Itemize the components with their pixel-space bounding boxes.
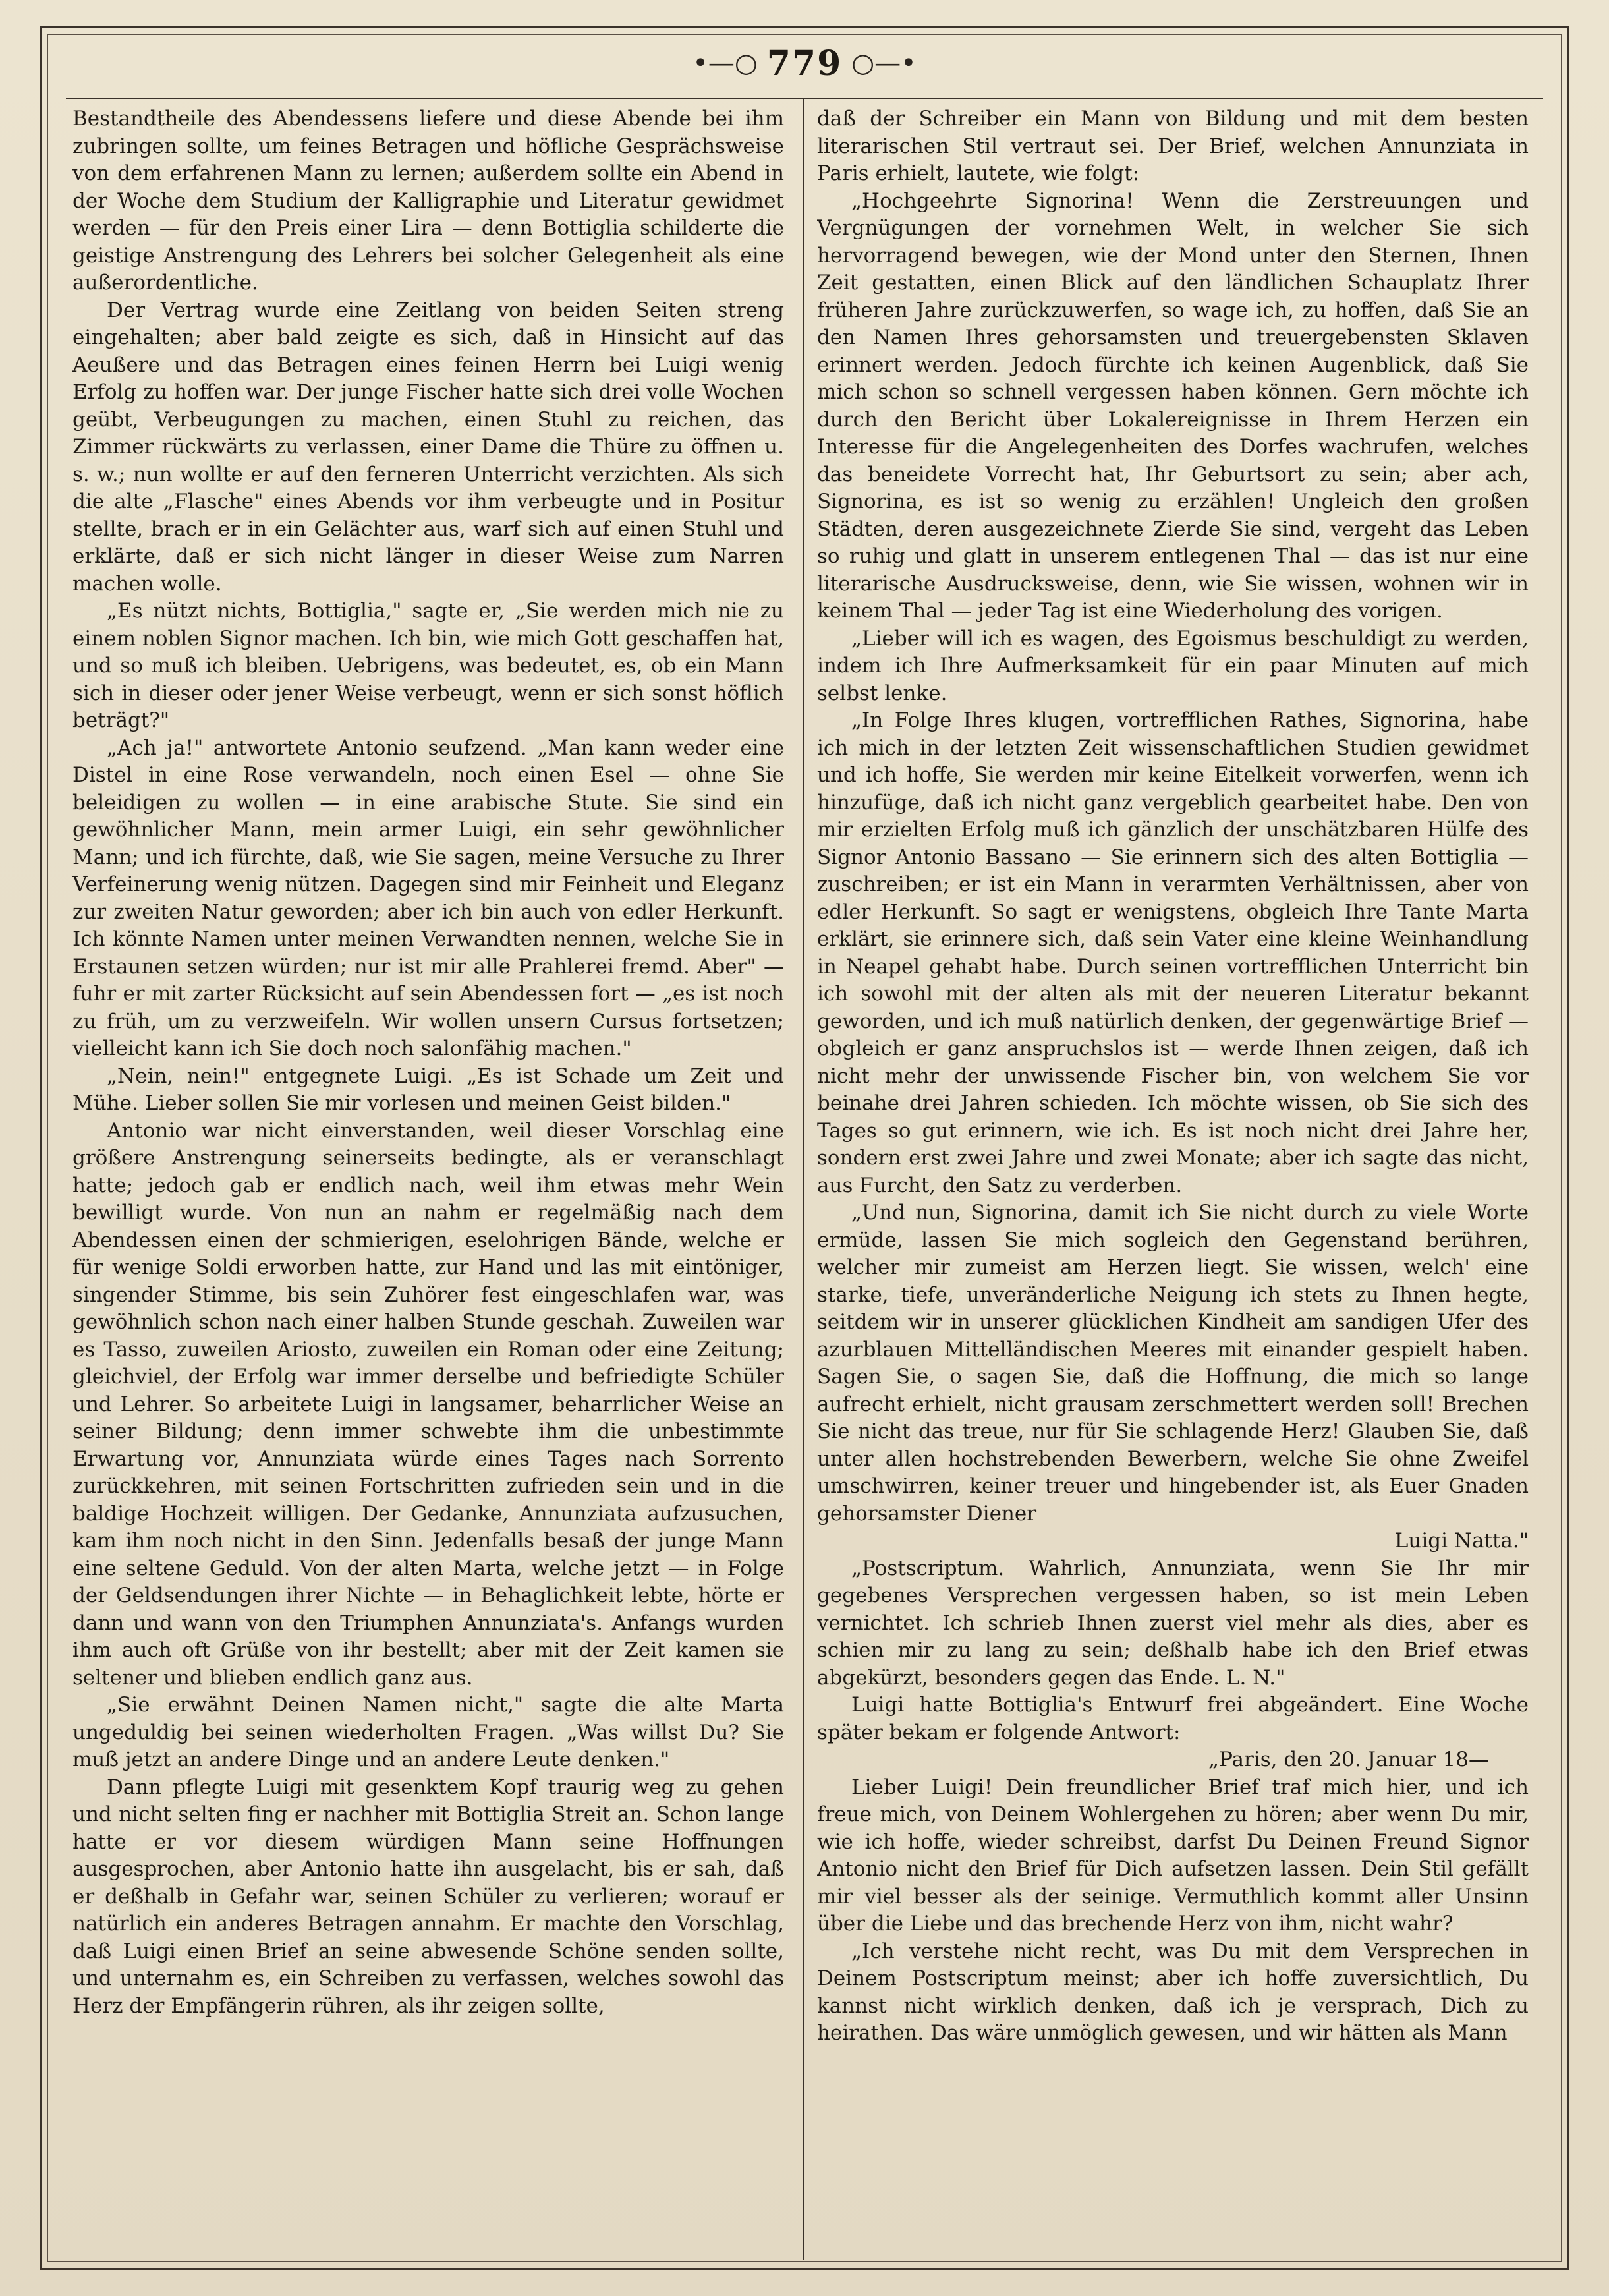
paragraph: Luigi hatte Bottiglia's Entwurf frei abgeändert. Eine Woche später bekam er folgende Antwort:	[817, 1693, 1529, 1744]
paragraph: „Nein, nein!" entgegnete Luigi. „Es ist Schade um Zeit und Mühe. Lieber sollen Sie mir vorlesen und meinen Geist bilden."	[72, 1064, 784, 1115]
paragraph: Dann pflegte Luigi mit gesenktem Kopf traurig weg zu gehen und nicht selten fing er nachher mit Bottiglia Streit an. Schon lange hatte er vor diesem würdigen Mann seine Hoffnungen ausgesprochen, aber Antonio hatte ihn ausgelacht, bis er sah, daß er deßhalb in Gefahr war, seinen Schüler zu verlieren; worauf er natürlich ein anderes Betragen annahm. Er machte den Vorschlag, daß Luigi einen Brief an seine abwesende Schöne senden sollte, und unternahm es, ein Schreiben zu verfassen, welches sowohl das Herz der Empfängerin rühren, als ihr zeigen sollte,	[72, 1775, 784, 2018]
page-header	[0, 43, 1609, 83]
paragraph: „Ach ja!" antwortete Antonio seufzend. „Man kann weder eine Distel in eine Rose verwandeln, noch einen Esel — ohne Sie beleidigen zu wollen — in eine arabische Stute. Sie sind ein gewöhnlicher Mann, mein armer Luigi, ein sehr gewöhnlicher Mann; und ich fürchte, daß, wie Sie sagen, meine Versuche zu Ihrer Verfeinerung wenig nützen. Dagegen sind mir Feinheit und Eleganz zur zweiten Natur geworden; aber ich bin auch von edler Herkunft. Ich könnte Namen unter meinen Verwandten nennen, welche Sie in Erstaunen setzen würden; nur ist mir alle Prahlerei fremd. Aber" — fuhr er mit zarter Rücksicht auf sein Abendessen fort — „es ist noch zu früh, um zu verzweifeln. Wir wollen unsern Cursus fortsetzen; vielleicht kann ich Sie doch noch salonfähig machen."	[72, 735, 784, 1060]
ornament-right-icon: ○—•	[851, 48, 917, 78]
paragraph: „Und nun, Signorina, damit ich Sie nicht durch zu viele Worte ermüde, lassen Sie mich sogleich den Gegenstand berühren, welcher mir zumeist am Herzen liegt. Sie wissen, welch' eine starke, tiefe, unveränderliche Neigung ich stets zu Ihnen hegte, seitdem wir in unserer glücklichen Kindheit am sandigen Ufer des azurblauen Mittelländischen Meeres mit einander gespielt haben. Sagen Sie, o sagen Sie, daß die Hoffnung, die mich so lange aufrecht erhielt, nicht grausam zerschmettert werden soll! Brechen Sie nicht das treue, nur für Sie schlagende Herz! Glauben Sie, daß unter allen hochstrebenden Bewerbern, welche Sie ohne Zweifel umschwirren, keiner treuer und hingebender ist, als Euer Gnaden gehorsamster Diener	[817, 1201, 1529, 1526]
ornament-left-icon: •—○	[692, 48, 758, 78]
paragraph: Antonio war nicht einverstanden, weil dieser Vorschlag eine größere Anstrengung seinerseits bedingte, als er veranschlagt hatte; jedoch gab er endlich nach, weil ihm etwas mehr Wein bewilligt wurde. Von nun an nahm er regelmäßig nach dem Abendessen einen der schmierigen, eselohrigen Bände, welche er für wenige Soldi erworben hatte, zur Hand und las mit eintöniger, singender Stimme, bis sein Zuhörer fest eingeschlafen war, was gewöhnlich schon nach einer halben Stunde geschah. Zuweilen war es Tasso, zuweilen Ariosto, zuweilen ein Roman oder eine Zeitung; gleichviel, der Erfolg war immer derselbe und befriedigte Schüler und Lehrer. So arbeitete Luigi in langsamer, beharrlicher Weise an seiner Bildung; denn immer schwebte ihm die unbestimmte Erwartung vor, Annunziata würde eines Tages nach Sorrento zurückkehren, mit seinen Fortschritten zufrieden sein und in die baldige Hochzeit willigen. Der Gedanke, Annunziata aufzusuchen, kam ihm noch nicht in den Sinn. Jedenfalls besaß der junge Mann eine seltene Geduld. Von der alten Marta, welche jetzt — in Folge der Geldsendungen ihrer Nichte — in Behaglichkeit lebte, hörte er dann und wann von den Triumphen Annunziata's. Anfangs wurden ihm auch oft Grüße von ihr bestellt; aber mit der Zeit kamen sie seltener und blieben endlich ganz aus.	[72, 1118, 784, 1690]
paragraph: „Es nützt nichts, Bottiglia," sagte er, „Sie werden mich nie zu einem noblen Signor machen. Ich bin, wie mich Gott geschaffen hat, und so muß ich bleiben. Uebrigens, was bedeutet, es, ob ein Mann sich in dieser oder jener Weise verbeugt, wenn er sich sonst höflich beträgt?"	[72, 599, 784, 732]
paragraph: „Lieber will ich es wagen, des Egoismus beschuldigt zu werden, indem ich Ihre Aufmerksamkeit für ein paar Minuten auf mich selbst lenke.	[817, 626, 1529, 705]
paragraph: Der Vertrag wurde eine Zeitlang von beiden Seiten streng eingehalten; aber bald zeigte es sich, daß in Hinsicht auf das Aeußere und das Betragen eines feinen Herrn bei Luigi wenig Erfolg zu hoffen war. Der junge Fischer hatte sich drei volle Wochen geübt, Verbeugungen zu machen, einen Stuhl zu reichen, das Zimmer rückwärts zu verlassen, einer Dame die Thüre zu öffnen u. s. w.; nun wollte er auf den ferneren Unterricht verzichten. Als sich die alte „Flasche" eines Abends vor ihm verbeugte und in Positur stellte, brach er in ein Gelächter aus, warf sich auf einen Stuhl und erklärte, daß er sich nicht länger in dieser Weise zum Narren machen wolle.	[72, 298, 784, 596]
letter-dateline: „Paris, den 20. Januar 18—	[1208, 1748, 1489, 1771]
left-column	[72, 105, 784, 2247]
column-divider	[803, 99, 804, 2260]
paragraph: „Sie erwähnt Deinen Namen nicht," sagte die alte Marta ungeduldig bei seinen wiederholten Fragen. „Was willst Du? Sie muß jetzt an andere Dinge und an andere Leute denken."	[72, 1693, 784, 1771]
paragraph: Bestandtheile des Abendessens liefere und diese Abende bei ihm zubringen sollte, um feines Betragen und höfliche Gesprächsweise von dem erfahrenen Mann zu lernen; außerdem sollte ein Abend in der Woche dem Studium der Kalligraphie und Literatur gewidmet werden — für den Preis einer Lira — denn Bottiglia schilderte die geistige Anstrengung des Lehrers bei solcher Gelegenheit als eine außerordentliche.	[72, 107, 784, 295]
paragraph: „Ich verstehe nicht recht, was Du mit dem Versprechen in Deinem Postscriptum meinst; aber ich hoffe zuversichtlich, Du kannst nicht wirklich denken, daß ich je versprach, Dich zu heirathen. Das wäre unmöglich gewesen, und wir hätten als Mann	[817, 1939, 1529, 2045]
page-number: 779	[766, 43, 843, 84]
paragraph: Lieber Luigi! Dein freundlicher Brief traf mich hier, und ich freue mich, von Deinem Wohlergehen zu hören; aber wenn Du mir, wie ich hoffe, wieder schreibst, darfst Du Deinen Freund Signor Antonio nicht den Brief für Dich aufsetzen lassen. Dein Stil gefällt mir viel besser als der seinige. Vermuthlich kommt aller Unsinn über die Liebe und das brechende Herz von ihm, nicht wahr?	[817, 1775, 1529, 1936]
header-rule	[66, 98, 1543, 99]
right-column	[817, 105, 1529, 2247]
paragraph: „Postscriptum. Wahrlich, Annunziata, wenn Sie Ihr mir gegebenes Versprechen vergessen haben, so ist mein Leben vernichtet. Ich schrieb Ihnen zuerst viel mehr als dies, aber es schien mir zu lang zu sein; deßhalb habe ich den Brief etwas abgekürzt, besonders gegen das Ende. L. N."	[817, 1556, 1529, 1690]
letter-signature: Luigi Natta."	[1394, 1529, 1529, 1553]
paragraph: „Hochgeehrte Signorina! Wenn die Zerstreuungen und Vergnügungen der vornehmen Welt, in welcher Sie sich hervorragend bewegen, wie der Mond unter den Sternen, Ihnen Zeit gestatten, einen Blick auf den ländlichen Schauplatz Ihrer früheren Jahre zurückzuwerfen, so wage ich, zu hoffen, daß Sie an den Namen Ihres gehorsamsten und treuergebensten Sklaven erinnert werden. Jedoch fürchte ich keinen Augenblick, daß Sie mich schon so schnell vergessen haben können. Gern möchte ich durch den Bericht über Lokalereignisse in Ihrem Herzen ein Interesse für die Angelegenheiten des Dorfes wachrufen, welches das beneidete Vorrecht hat, Ihr Geburtsort zu sein; aber ach, Signorina, es ist so wenig zu erzählen! Ungleich den großen Städten, deren ausgezeichnete Zierde Sie sind, vergeht das Leben so ruhig und glatt in unserem entlegenen Thal — das ist nur eine literarische Ausdrucksweise, denn, wie Sie wissen, wohnen wir in keinem Thal — jeder Tag ist eine Wiederholung des vorigen.	[817, 188, 1529, 623]
paragraph: daß der Schreiber ein Mann von Bildung und mit dem besten literarischen Stil vertraut sei. Der Brief, welchen Annunziata in Paris erhielt, lautete, wie folgt:	[817, 107, 1529, 185]
paragraph: „In Folge Ihres klugen, vortrefflichen Rathes, Signorina, habe ich mich in der letzten Zeit wissenschaftlichen Studien gewidmet und ich hoffe, Sie werden mir keine Eitelkeit vorwerfen, wenn ich hinzufüge, daß ich nicht ganz vergeblich gearbeitet habe. Den von mir erzielten Erfolg muß ich gänzlich der unschätzbaren Hülfe des Signor Antonio Bassano — Sie erinnern sich des alten Bottiglia — zuschreiben; er ist ein Mann in verarmten Verhältnissen, aber von edler Herkunft. So sagt er wenigstens, obgleich Ihre Tante Marta erklärt, sie erinnere sich, daß sein Vater eine kleine Weinhandlung in Neapel gehabt habe. Durch seinen vortrefflichen Unterricht bin ich sowohl mit der alten als mit der neueren Literatur bekannt geworden, und ich muß natürlich denken, der gegenwärtige Brief — obgleich er ganz anspruchslos ist — werde Ihnen zeigen, daß ich nicht mehr der unwissende Fischer bin, von welchem Sie vor beinahe drei Jahren schieden. Ich möchte wissen, ob Sie sich des Tages so gut erinnern, wie ich. Es ist noch nicht drei Jahre her, sondern erst zwei Jahre und zwei Monate; aber ich sagte das nicht, aus Furcht, den Satz zu verderben.	[817, 708, 1529, 1197]
